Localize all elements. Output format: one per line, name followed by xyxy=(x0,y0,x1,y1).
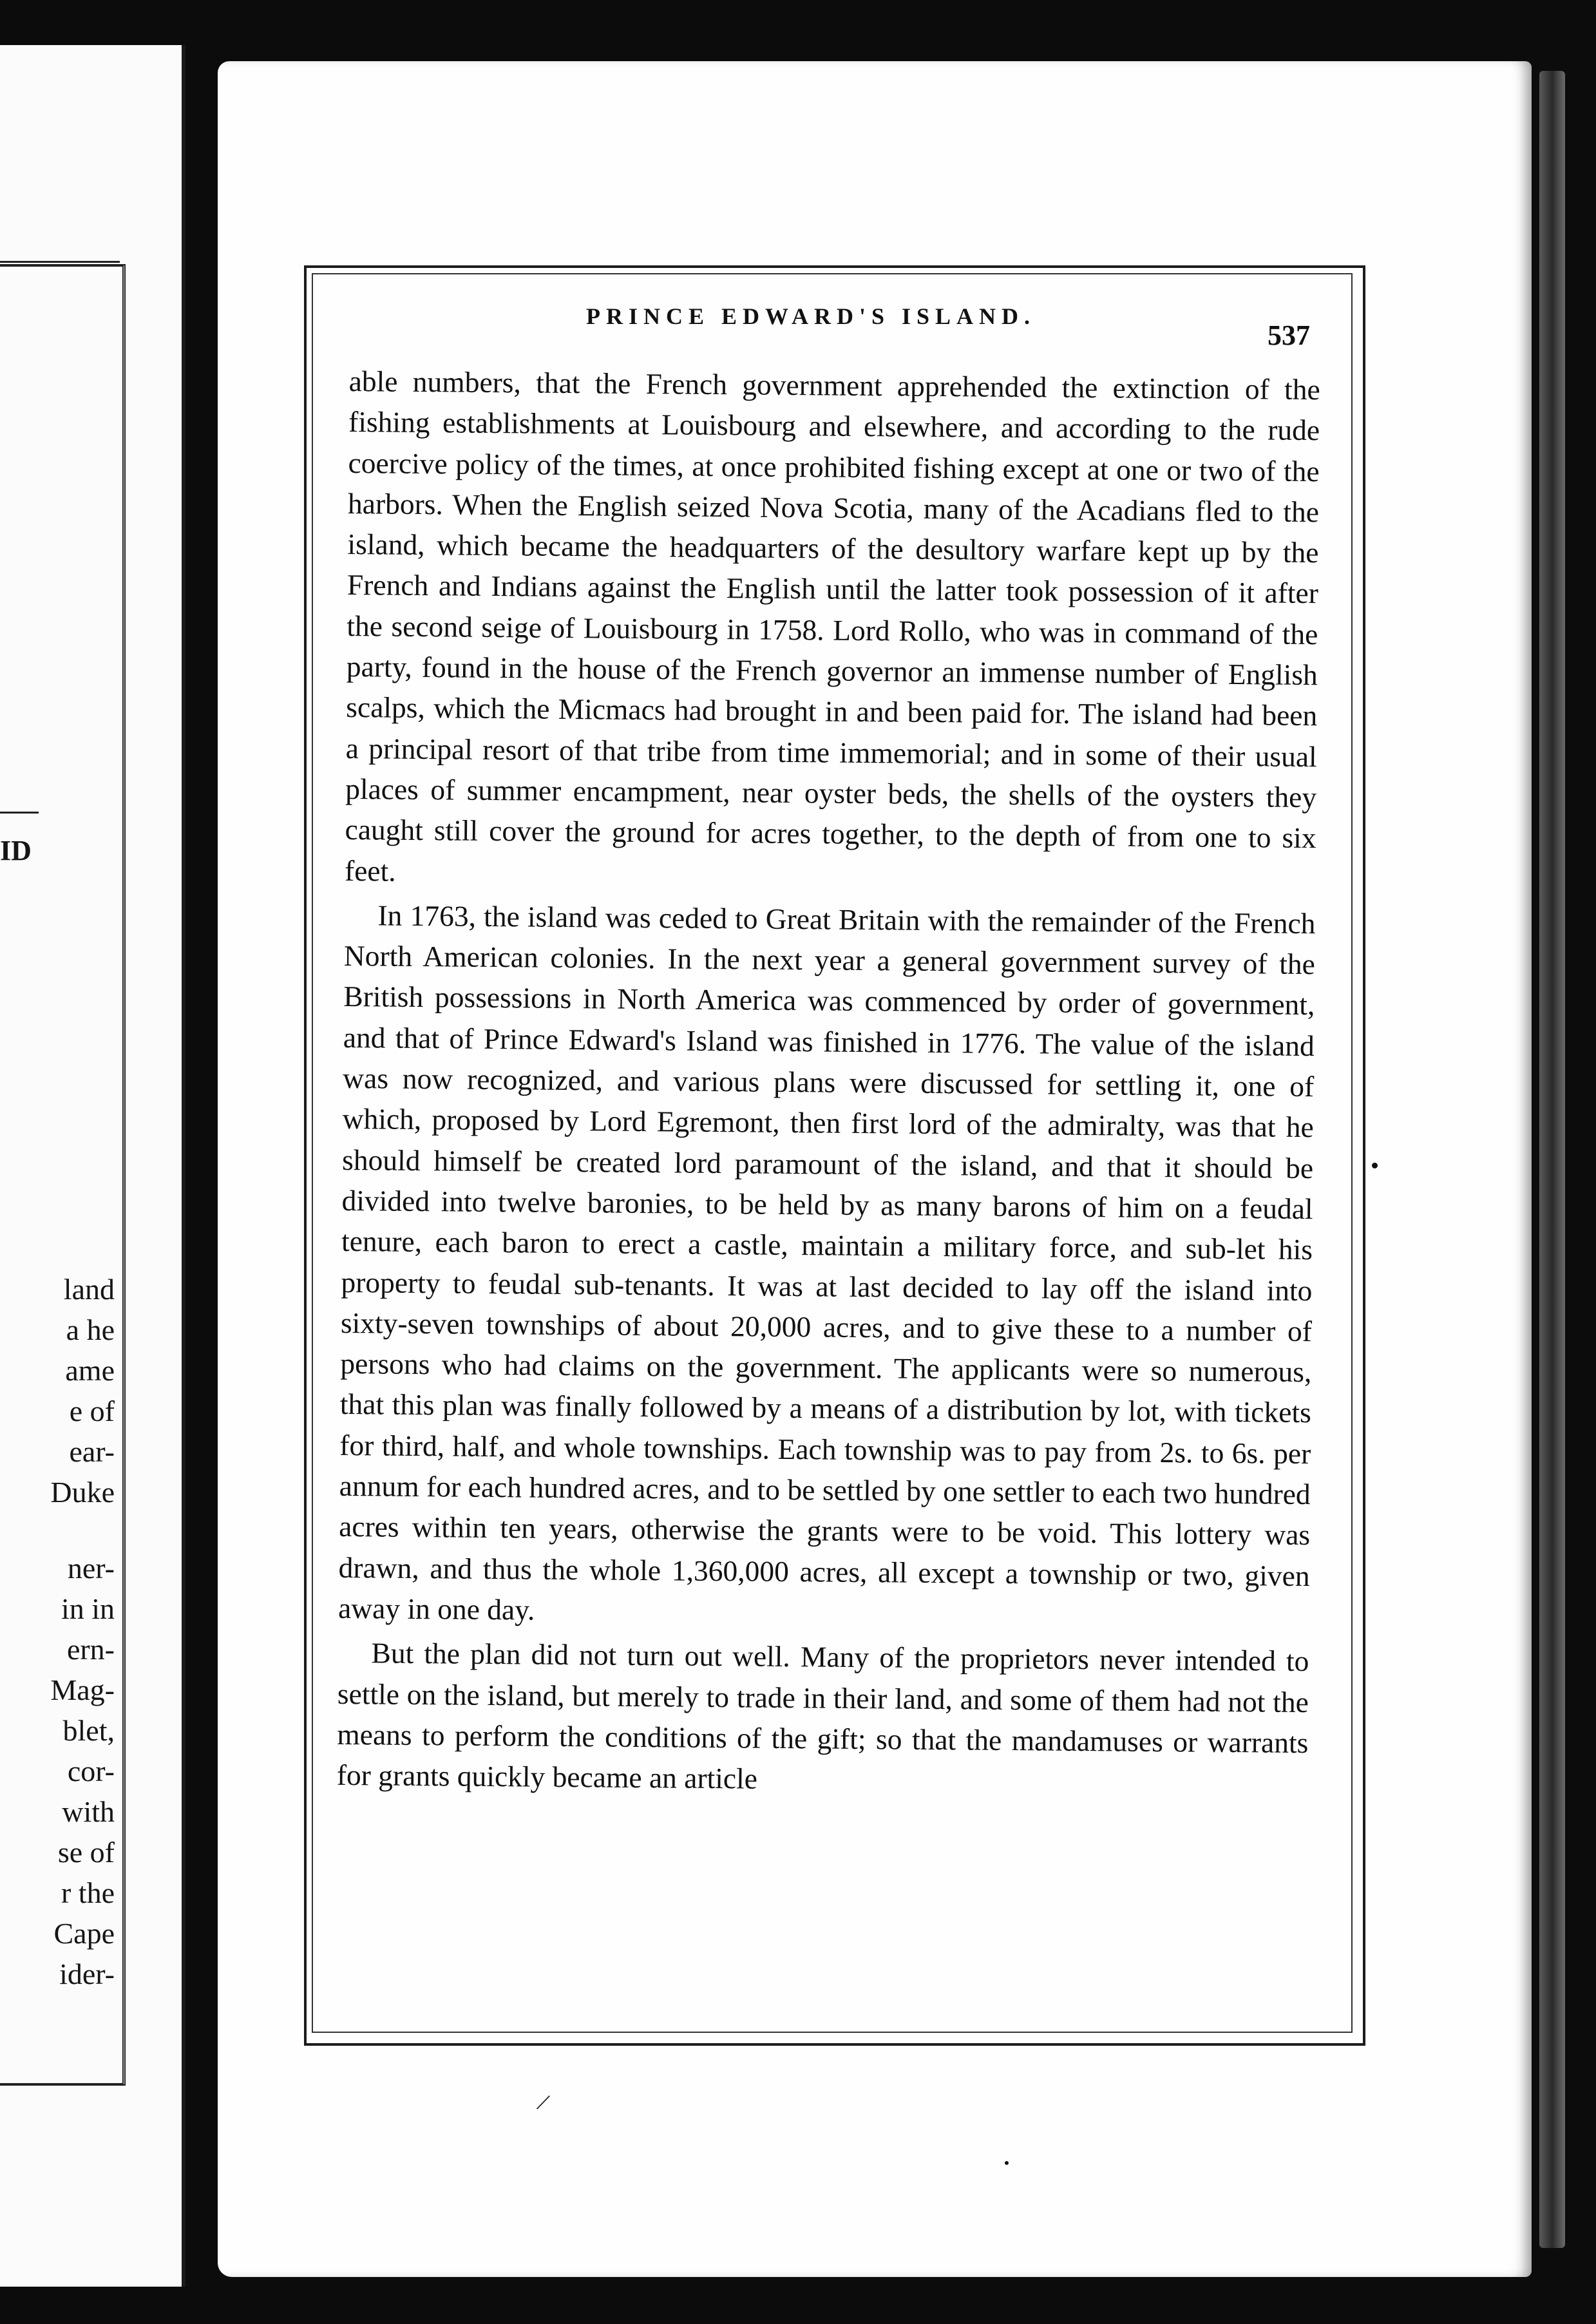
running-title: PRINCE EDWARD'S ISLAND. xyxy=(585,303,1036,329)
left-rule-top xyxy=(0,261,120,263)
left-page-mark: ID xyxy=(0,835,32,866)
left-line: ern- xyxy=(66,1633,115,1666)
left-line: blet, xyxy=(62,1714,115,1747)
left-line: ame xyxy=(65,1354,115,1387)
left-line: e of xyxy=(69,1395,115,1427)
margin-speck xyxy=(1005,2161,1009,2165)
left-line: with xyxy=(62,1795,115,1828)
left-line: a he xyxy=(66,1313,115,1346)
left-line: Mag- xyxy=(50,1673,115,1706)
page-number: 537 xyxy=(1268,319,1310,351)
left-page-lines xyxy=(0,1269,115,1994)
left-line: ear- xyxy=(69,1435,115,1468)
left-line: land xyxy=(63,1273,115,1306)
margin-speck: / xyxy=(534,2087,553,2117)
left-line: Duke xyxy=(50,1476,115,1509)
margin-speck xyxy=(1372,1163,1378,1168)
book-edge xyxy=(1539,71,1565,2248)
left-line: ider- xyxy=(59,1957,115,1990)
paragraph: able numbers, that the French government apprehended the extinction of the fishing establishments at Louisbourg and elsewhere, and according to the rude coercive policy of the times, at once prohibited fishing except at one or two of the harbors. When the English seized Nova Scotia, many of the Acadians fled to the island, which became the headquarters of the desultory warfare kept up by the French and Indians against the English until the latter took possession of it after the second seige of Louisbourg in 1758. Lord Rollo, who was in command of the party, found in the house of the French governor an immense number of English scalps, which the Micmacs had brought in and been paid for. The island had been a principal resort of that tribe from time immemorial; and in some of their usual places of summer encampment, near oyster beds, the shells of the oysters they caught still cover the ground for acres together, to the depth of from one to six feet. xyxy=(344,364,1320,888)
left-rule-mid xyxy=(0,812,39,814)
paragraph: But the plan did not turn out well. Many of the proprietors never intended to settle on the island, but merely to trade in their land, and some of them had not the means to perform the conditions of the gift; so that the mandamuses or warrants for grants quickly became an article xyxy=(336,1636,1309,1795)
left-line: in in xyxy=(61,1592,115,1625)
left-page xyxy=(0,45,185,2287)
left-line: r the xyxy=(61,1876,115,1909)
left-line: Cape xyxy=(53,1917,115,1950)
left-line: ner- xyxy=(67,1552,115,1585)
paragraph: In 1763, the island was ceded to Great Britain with the remainder of the French North American colonies. In the next year a general government survey of the British possessions in North America was commenced by order of government, and that of Prince Edward's Island was finished in 1776. The value of the island was now recognized, and various plans were discussed for settling it, one of which, proposed by Lord Egremont, then first lord of the admiralty, was that he should himself be created lord paramount of the island, and that it should be divided into twelve baronies, to be held by as many barons of him on a feudal tenure, each baron to erect a castle, maintain a military force, and sub-let his property to feudal sub-tenants. It was at last decided to lay off the island into sixty-seven townships of about 20,000 acres, and to give these to a number of persons who had claims on the government. The applicants were so numerous, that this plan was finally followed by a means of a distribution by lot, with tickets for third, half, and whole townships. Each township was to pay from 2s. to 6s. per annum for each hundred acres, and to be settled by one settler to each two hundred acres within ten years, otherwise the grants were to be void. This lottery was drawn, and thus the whole 1,360,000 acres, all except a township or two, given away in one day. xyxy=(337,899,1316,1626)
body-text xyxy=(337,361,1320,1804)
left-line: se of xyxy=(57,1836,115,1869)
left-line: cor- xyxy=(67,1755,115,1787)
left-line-gap xyxy=(0,1512,115,1548)
